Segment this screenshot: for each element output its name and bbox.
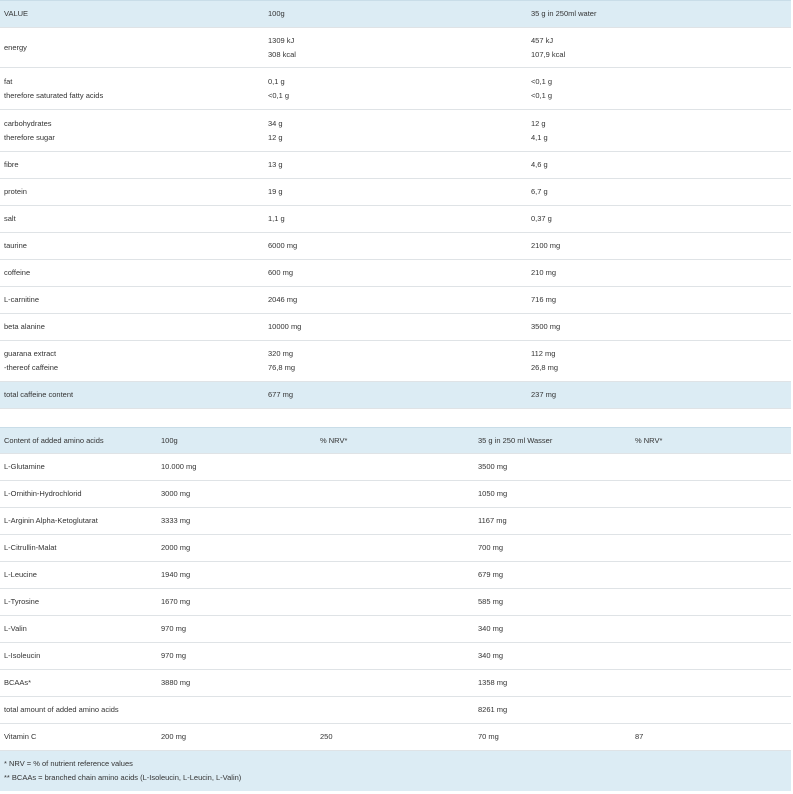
cell-text: L-carnitine bbox=[4, 295, 40, 304]
cell-text: total amount of added amino acids bbox=[4, 705, 119, 714]
table-row bbox=[0, 535, 791, 562]
cell-text: total caffeine content bbox=[4, 390, 74, 399]
cell-text: BCAAs* bbox=[4, 678, 32, 687]
table-cell bbox=[161, 589, 190, 615]
table-cell bbox=[4, 697, 119, 723]
table-row bbox=[0, 589, 791, 616]
cell-text: 320 mg bbox=[268, 349, 294, 358]
cell-text: 1167 mg bbox=[478, 516, 507, 525]
table-cell bbox=[4, 454, 45, 480]
table-row bbox=[0, 643, 791, 670]
cell-text: L-Arginin Alpha-Ketoglutarat bbox=[4, 516, 98, 525]
table-cell bbox=[320, 724, 333, 750]
cell-text: 308 kcal bbox=[268, 49, 296, 59]
cell-text: 12 g bbox=[268, 132, 283, 142]
table-cell bbox=[531, 260, 556, 286]
column-header-label: Content of added amino acids bbox=[4, 435, 104, 445]
cell-text: carbohydrates bbox=[4, 118, 52, 128]
table-cell bbox=[4, 508, 98, 534]
cell-text: <0,1 g bbox=[531, 90, 553, 100]
table-row bbox=[0, 68, 791, 110]
table-cell bbox=[268, 314, 301, 340]
table-cell bbox=[478, 508, 507, 534]
table-cell bbox=[4, 481, 82, 507]
cell-text: L-Ornithin-Hydrochlorid bbox=[4, 489, 82, 498]
cell-text: 0,1 g bbox=[268, 76, 285, 86]
cell-text: L-Valin bbox=[4, 624, 27, 633]
column-header-label: % NRV* bbox=[635, 435, 663, 445]
table-cell bbox=[161, 616, 186, 642]
cell-text: fibre bbox=[4, 160, 19, 169]
table-row bbox=[0, 179, 791, 206]
table-cell bbox=[4, 179, 27, 205]
cell-text: 1,1 g bbox=[268, 214, 285, 223]
table-cell bbox=[4, 589, 39, 615]
cell-text: 3500 mg bbox=[531, 322, 561, 331]
table-cell bbox=[531, 110, 548, 151]
table-cell bbox=[478, 589, 503, 615]
cell-text: L-Leucine bbox=[4, 570, 37, 579]
table-header bbox=[0, 0, 791, 28]
table-cell bbox=[478, 643, 503, 669]
table-cell bbox=[478, 697, 507, 723]
table-cell bbox=[161, 535, 190, 561]
cell-text: guarana extract bbox=[4, 349, 57, 358]
table-cell bbox=[268, 260, 293, 286]
column-header bbox=[161, 428, 178, 453]
cell-text: therefore sugar bbox=[4, 132, 55, 142]
cell-text: <0,1 g bbox=[531, 76, 553, 86]
table-cell bbox=[478, 724, 499, 750]
cell-text: 679 mg bbox=[478, 570, 504, 579]
cell-text: 716 mg bbox=[531, 295, 557, 304]
table-row bbox=[0, 341, 791, 382]
table-cell bbox=[4, 535, 57, 561]
table-cell bbox=[4, 670, 31, 696]
cell-text: 26,8 mg bbox=[531, 363, 559, 372]
table-row bbox=[0, 260, 791, 287]
table-cell bbox=[531, 152, 548, 178]
cell-text: 10000 mg bbox=[268, 322, 302, 331]
cell-text: 1940 mg bbox=[161, 570, 191, 579]
table-cell bbox=[4, 643, 40, 669]
table-cell bbox=[4, 341, 58, 381]
table-cell bbox=[4, 28, 27, 67]
cell-text: 12 g bbox=[531, 118, 546, 128]
table-cell bbox=[268, 68, 289, 109]
cell-text: 10.000 mg bbox=[161, 462, 197, 471]
table-cell bbox=[531, 28, 565, 67]
column-header bbox=[478, 428, 552, 453]
cell-text: 112 mg bbox=[531, 349, 556, 358]
table-cell bbox=[161, 508, 190, 534]
table-cell bbox=[161, 454, 196, 480]
cell-text: 200 mg bbox=[161, 732, 187, 741]
cell-text: 0,37 g bbox=[531, 214, 552, 223]
cell-text: 457 kJ bbox=[531, 35, 554, 45]
cell-text: 970 mg bbox=[161, 624, 187, 633]
cell-text: L-Isoleucin bbox=[4, 651, 41, 660]
cell-text: 107,9 kcal bbox=[531, 49, 566, 59]
column-header bbox=[4, 1, 28, 27]
table-cell bbox=[4, 233, 27, 259]
footnote-text: * NRV = % of nutrient reference values bbox=[4, 759, 133, 768]
cell-text: protein bbox=[4, 187, 27, 196]
cell-text: L-Glutamine bbox=[4, 462, 45, 471]
table-cell bbox=[268, 110, 283, 151]
table-cell bbox=[161, 481, 190, 507]
column-header bbox=[268, 1, 285, 27]
table-row bbox=[0, 508, 791, 535]
table-cell bbox=[268, 382, 293, 408]
table-cell bbox=[478, 562, 503, 588]
cell-text: 700 mg bbox=[478, 543, 504, 552]
table-cell bbox=[161, 670, 190, 696]
table-cell bbox=[161, 643, 186, 669]
table-cell bbox=[531, 233, 560, 259]
table-cell bbox=[4, 562, 37, 588]
column-header bbox=[320, 428, 347, 453]
cell-text: 4,1 g bbox=[531, 132, 548, 142]
cell-text: 3500 mg bbox=[478, 462, 508, 471]
table-row bbox=[0, 616, 791, 643]
cell-text: 1050 mg bbox=[478, 489, 508, 498]
column-header bbox=[635, 428, 662, 453]
table-cell bbox=[161, 724, 186, 750]
table-cell bbox=[4, 382, 73, 408]
amino-acid-table bbox=[0, 427, 791, 791]
table-cell bbox=[531, 314, 560, 340]
table-row bbox=[0, 697, 791, 724]
column-header-label: % NRV* bbox=[320, 435, 348, 445]
cell-text: 340 mg bbox=[478, 651, 504, 660]
cell-text: 4,6 g bbox=[531, 160, 548, 169]
column-header-label: 100g bbox=[161, 435, 178, 445]
cell-text: 76,8 mg bbox=[268, 363, 296, 372]
table-cell bbox=[478, 535, 503, 561]
cell-text: 1309 kJ bbox=[268, 35, 295, 45]
table-row bbox=[0, 562, 791, 589]
cell-text: 970 mg bbox=[161, 651, 187, 660]
footnote-cell bbox=[4, 751, 241, 791]
table-cell bbox=[268, 233, 297, 259]
table-cell bbox=[4, 206, 16, 232]
table-cell bbox=[161, 562, 190, 588]
cell-text: -thereof caffeine bbox=[4, 363, 59, 372]
table-row bbox=[0, 670, 791, 697]
cell-text: 1670 mg bbox=[161, 597, 191, 606]
cell-text: L-Tyrosine bbox=[4, 597, 40, 606]
table-cell bbox=[478, 670, 507, 696]
table-cell bbox=[4, 110, 55, 151]
cell-text: 585 mg bbox=[478, 597, 504, 606]
table-cell bbox=[4, 260, 30, 286]
cell-text: taurine bbox=[4, 241, 27, 250]
table-cell bbox=[531, 68, 552, 109]
footnotes bbox=[0, 751, 791, 791]
cell-text: 2100 mg bbox=[531, 241, 561, 250]
table-cell bbox=[4, 724, 36, 750]
table-row bbox=[0, 152, 791, 179]
cell-text: 677 mg bbox=[268, 390, 294, 399]
table-cell bbox=[531, 341, 558, 381]
cell-text: 6,7 g bbox=[531, 187, 548, 196]
table-cell bbox=[635, 724, 643, 750]
cell-text: therefore saturated fatty acids bbox=[4, 90, 104, 100]
table-cell bbox=[4, 314, 45, 340]
cell-text: <0,1 g bbox=[268, 90, 290, 100]
table-cell bbox=[4, 68, 103, 109]
column-header bbox=[531, 1, 596, 27]
cell-text: coffeine bbox=[4, 268, 31, 277]
total-row bbox=[0, 382, 791, 409]
cell-text: 237 mg bbox=[531, 390, 557, 399]
table-cell bbox=[268, 206, 285, 232]
table-cell bbox=[4, 287, 39, 313]
cell-text: Vitamin C bbox=[4, 732, 37, 741]
table-cell bbox=[478, 481, 507, 507]
cell-text: 2000 mg bbox=[161, 543, 191, 552]
column-header-label: 100g bbox=[268, 9, 285, 18]
cell-text: 250 bbox=[320, 732, 333, 741]
table-cell bbox=[268, 287, 297, 313]
table-cell bbox=[531, 287, 556, 313]
table-row bbox=[0, 110, 791, 152]
table-cell bbox=[268, 341, 295, 381]
cell-text: 87 bbox=[635, 732, 644, 741]
table-row bbox=[0, 206, 791, 233]
cell-text: 34 g bbox=[268, 118, 283, 128]
table-cell bbox=[268, 152, 283, 178]
table-cell bbox=[4, 152, 19, 178]
table-header bbox=[0, 427, 791, 454]
cell-text: 3000 mg bbox=[161, 489, 191, 498]
cell-text: 1358 mg bbox=[478, 678, 508, 687]
cell-text: 2046 mg bbox=[268, 295, 298, 304]
table-cell bbox=[531, 206, 552, 232]
column-header bbox=[4, 428, 104, 453]
cell-text: 19 g bbox=[268, 187, 283, 196]
table-cell bbox=[268, 28, 296, 67]
table-row bbox=[0, 454, 791, 481]
cell-text: 210 mg bbox=[531, 268, 557, 277]
table-cell bbox=[478, 454, 507, 480]
table-row bbox=[0, 314, 791, 341]
cell-text: L-Citrullin-Malat bbox=[4, 543, 57, 552]
footnote-text: ** BCAAs = branched chain amino acids (L-Isoleucin, L-Leucin, L-Valin) bbox=[4, 773, 242, 782]
cell-text: 6000 mg bbox=[268, 241, 298, 250]
table-cell bbox=[478, 616, 503, 642]
table-row bbox=[0, 233, 791, 260]
cell-text: energy bbox=[4, 42, 27, 52]
table-row bbox=[0, 287, 791, 314]
cell-text: 70 mg bbox=[478, 732, 499, 741]
cell-text: fat bbox=[4, 76, 13, 86]
cell-text: 13 g bbox=[268, 160, 283, 169]
table-row bbox=[0, 481, 791, 508]
cell-text: 3333 mg bbox=[161, 516, 191, 525]
cell-text: 340 mg bbox=[478, 624, 504, 633]
cell-text: 600 mg bbox=[268, 268, 294, 277]
cell-text: 8261 mg bbox=[478, 705, 508, 714]
table-cell bbox=[268, 179, 283, 205]
column-header-label: 35 g in 250ml water bbox=[531, 9, 597, 18]
table-row bbox=[0, 724, 791, 751]
column-header-label: VALUE bbox=[4, 9, 29, 18]
table-cell bbox=[531, 382, 556, 408]
table-cell bbox=[531, 179, 548, 205]
table-cell bbox=[4, 616, 27, 642]
cell-text: salt bbox=[4, 214, 16, 223]
cell-text: 3880 mg bbox=[161, 678, 191, 687]
table-row bbox=[0, 28, 791, 68]
column-header-label: 35 g in 250 ml Wasser bbox=[478, 435, 553, 445]
cell-text: beta alanine bbox=[4, 322, 45, 331]
